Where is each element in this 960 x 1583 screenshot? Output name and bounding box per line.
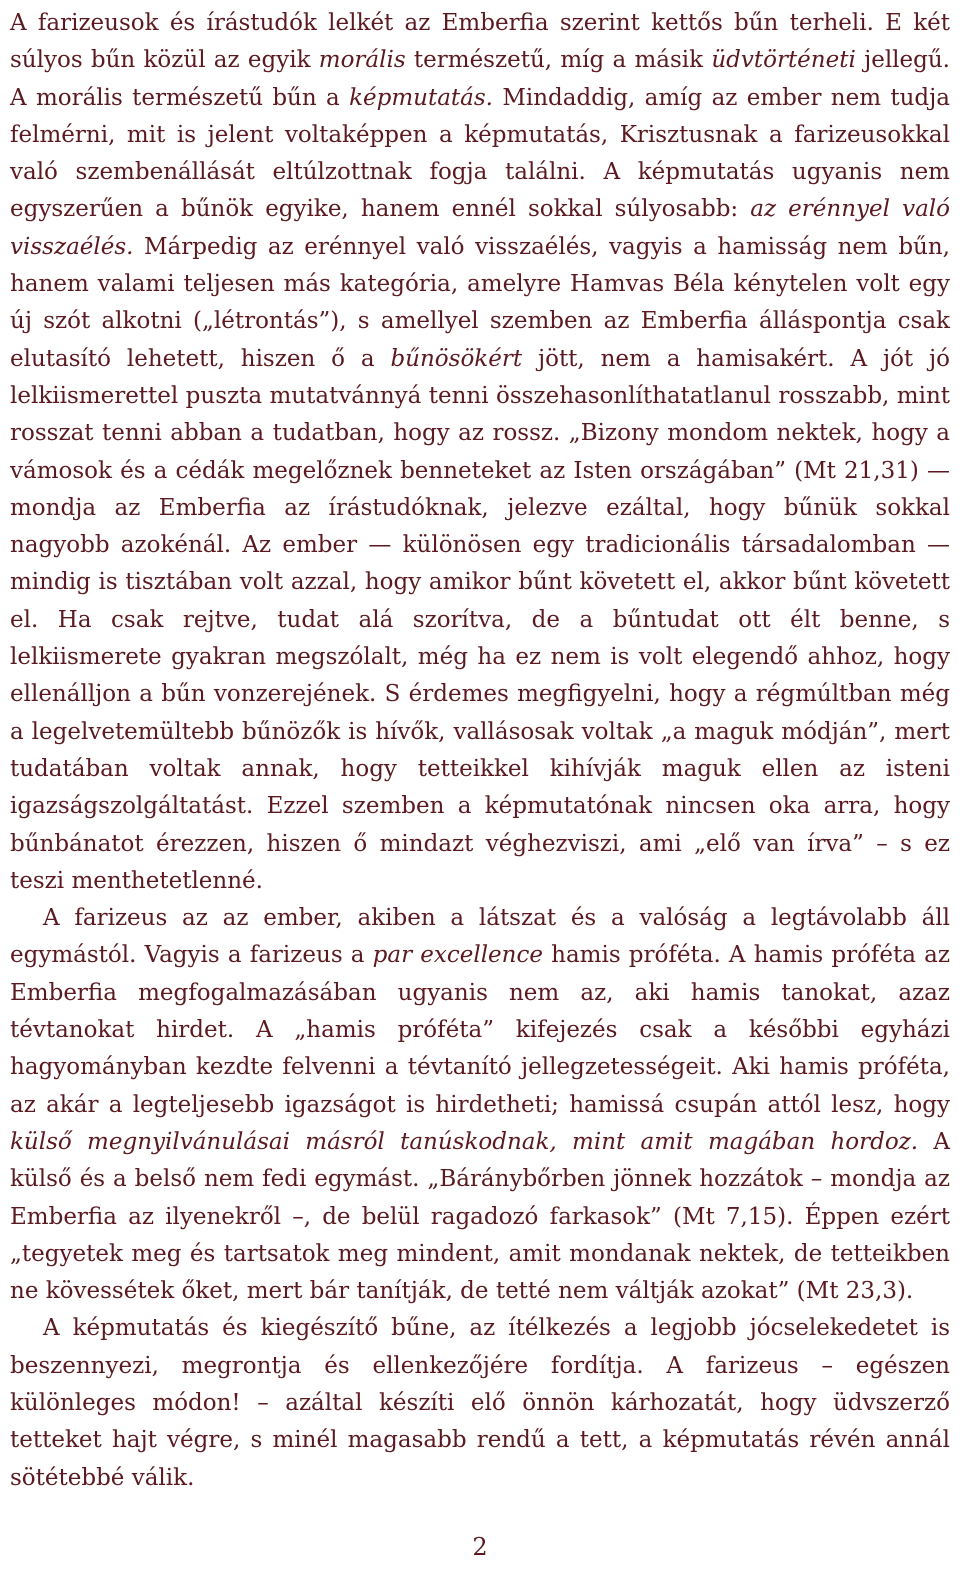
paragraph-2-text: A farizeus az az ember, akiben a látszat és a valóság a legtávolabb áll egymástól. Vagyis a farizeus a [10,905,950,969]
paragraph-3-text: A képmutatás és kiegészítő bűne, az ítélkezés a legjobb jócselekedetet is beszennyezi, megrontja és ellenkezőjére fordítja. A farizeus – egészen különleges módon! – azáltal készíti elő önnön kárhozatát, hogy üdvszerző tetteket hajt végre, s minél magasabb rendű a tett, a képmutatás révén annál sötétebbé válik. [10,1315,950,1491]
paragraph-1-italic: morális [318,47,406,74]
paragraph-2-text: A külső és a belső nem fedi egymást. „Báránybőrben jönnek hozzátok – mondja az Emberfia az ilyenekről –, de belül ragadozó farkasok” (Mt 7,15). Éppen ezért „tegyetek meg és tartsatok meg mindent, amit mondanak nektek, de tetteikben ne kövessétek őket, mert bár tanítják, de tetté nem váltják azokat” (Mt 23,3). [10,1128,950,1305]
paragraph-1 [10,5,950,900]
paragraph-1-italic: képmutatás. [349,84,493,111]
paragraph-1-text: Márpedig az erénnyel való visszaélés, vagyis a hamisság nem bűn, hanem valami teljesen más kategória, amelyre Hamvas Béla kénytelen volt egy új szót alkotni („létrontás”), s amellyel szemben az Emberfia álláspontja csak elutasító lehetett, hiszen ő a [10,233,950,372]
paragraph-2-italic: külső megnyilvánulásai másról tanúskodnak, mint amit magában hordoz. [10,1128,919,1155]
paragraph-3 [10,1310,950,1496]
paragraph-1-italic: üdvtörténeti [711,47,856,74]
paragraph-1-text: A farizeusok és írástudók lelkét az Emberfia szerint kettős bűn terheli. E két súlyos bűn közül az egyik [10,10,950,74]
paragraph-1-italic: bűnösökért [390,345,523,372]
page-number: 2 [472,1533,488,1561]
paragraph-1-text: jellegű. A morális természetű bűn a [10,47,950,111]
paragraph-2 [10,900,950,1310]
paragraph-2-italic: par excellence [372,942,543,969]
paragraph-1-text: Mindaddig, amíg az ember nem tudja felmérni, mit is jelent voltaképpen a képmutatás, Krisztusnak a farizeusokkal való szembenállását eltúlzottnak fogja találni. A képmutatás ugyanis nem egyszerűen a bűnök egyike, hanem ennél sokkal súlyosabb: [10,84,950,223]
paragraph-1-text: jött, nem a hamisakért. A jót jó lelkiismerettel puszta mutatvánnyá tenni összehasonlíthatatlanul rosszabb, mint rosszat tenni abban a tudatban, hogy az rossz. „Bizony mondom nektek, hogy a vámosok és a cédák megelőznek benneteket az Isten országában” (Mt 21,31) — mondja az Emberfia az írástudóknak, jelezve ezáltal, hogy bűnük sokkal nagyobb azokénál. Az ember — különösen egy tradicionális társadalomban — mindig is tisztában volt azzal, hogy amikor bűnt követett el, akkor bűnt követett el. Ha csak rejtve, tudat alá szorítva, de a bűntudat ott élt benne, s lelkiismerete gyakran megszólalt, még ha ez nem is volt elegendő ahhoz, hogy ellenálljon a bűn vonzerejének. S érdemes megfigyelni, hogy a régmúltban még a legelvetemültebb bűnözők is hívők, vallásosak voltak „a maguk módján”, mert tudatában voltak annak, hogy tetteikkel kihívják maguk ellen az isteni igazságszolgáltatást. Ezzel szemben a képmutatónak nincsen oka arra, hogy bűnbánatot érezzen, hiszen ő mindazt véghezviszi, ami „elő van írva” – s ez teszi menthetetlenné. [10,345,951,894]
paragraph-2-text: hamis próféta. A hamis próféta az Emberfia megfogalmazásában ugyanis nem az, aki hamis tanokat, azaz tévtanokat hirdet. A „hamis próféta” kifejezés csak a későbbi egyházi hagyományban kezdte felvenni a tévtanító jellegzetességeit. Aki hamis próféta, az akár a legteljesebb igazságot is hirdetheti; hamissá csupán attól lesz, hogy [10,942,950,1118]
paragraph-1-italic: az erénnyel való visszaélés. [10,196,950,260]
paragraph-1-text: természetű, míg a másik [405,47,712,74]
